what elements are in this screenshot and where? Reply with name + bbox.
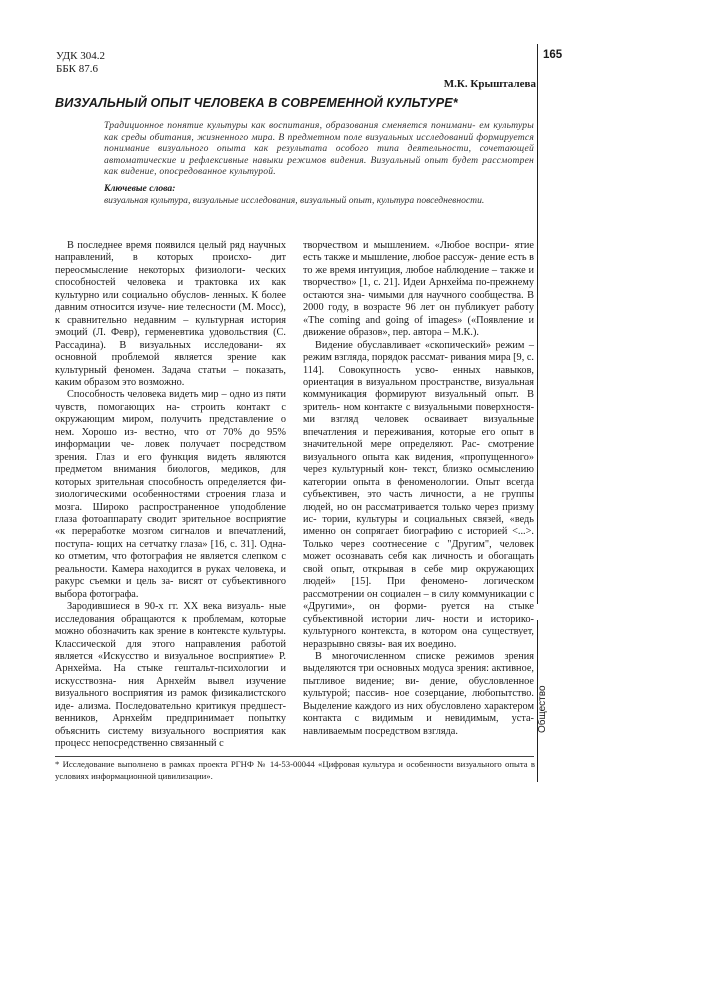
- body-column-left: [55, 240, 286, 751]
- section-label: Общество: [537, 685, 548, 733]
- bbk-code: ББК 87.6: [56, 63, 98, 75]
- udk-code: УДК 304.2: [56, 50, 106, 62]
- paragraph: Способность человека видеть мир – одно из пяти чувств, помогающих на- строить контакт с окружающим миром, получить представление о нем. Хорошо из- вестно, что от 70% до 95% информации че- ловек получает посредством зрения. Глаз и его функция видеть являются предметом внимания биологов, медиков, для которых зрительная способность определяется фи- зиологическими особенностями строения глаза и мозга. Широко распространенное уподобление глаза фотоаппарату сводит зрительное восприятие «к переработке мозгом сигналов и впечатлений, поступа- ющих на сетчатку глаза» [16, с. 31]. Одна- ко отметим, что фотография не является слепком с реальности. Камера находится в руках человека, и ракурс съемки и цель за- висят от субъективного выбора фотографа.: [55, 389, 286, 600]
- footnote-divider: [55, 756, 534, 757]
- classification-codes: [56, 50, 105, 76]
- page-number: 165: [543, 49, 563, 61]
- paragraph: Видение обуславливает «скопический» режим – режим взгляда, порядок рассмат- ривания мира [9, с. 114]. Совокупность усво- енных навыков, ориентация в визуальном пространстве, визуальная коммуникация формируют визуальный опыт. В зритель- ном контакте с визуальными поверхностя- ми взгляд человек осваивает визуальные впечатления и переживания, которые его опыт в значительной мере определяют. Рас- смотрение визуального опыта как видения, «пропущенного» через культурный кон- текст, близко осмыслению категории опыта в феноменологии. Опыт всегда субъективен, это часть личности, а не группы людей, но он рассматривается только через призму ис- тории, культуры и социальных связей, «ведь именно он сопрягает биографию с историей <...>. Только через соотнесение с "Другим", человек может осознавать себя как личность и обогащать свой опыт, открывая в себе мир окружающих людей» [15]. При феномено- логическом рассмотрении он социален – в силу коммуникации с «Другими», он форми- руется на стыке субъективной истории лич- ности и историко-культурного контекста, в котором она существует, неразрывно связы- вая их воедино.: [303, 339, 534, 650]
- body-column-right: [303, 240, 534, 738]
- footnote: * Исследование выполнено в рамках проекта РГНФ № 14-53-00044 «Цифровая культура и особенности визуального опыта в условиях информационной цивилизации».: [55, 759, 535, 781]
- keywords-text: визуальная культура, визуальные исследования, визуальный опыт, культура повседневности.: [104, 195, 485, 206]
- paragraph: В многочисленном списке режимов зрения выделяются три основных модуса зрения: активное, пытливое видение; ви- дение, обусловленное культурой; пассив- ное созерцание, любопытство. Выделение каждого из них обусловлено характером контакта с видимым и невидимым, уста- навливаемым посредством взгляда.: [303, 650, 534, 737]
- paragraph: Зародившиеся в 90-х гг. XX века визуаль- ные исследования обращаются к проблемам, которые можно обозначить как зрение в контексте культуры. Классической для этого направления работой является «Искусство и визуальное восприятие» Р. Арнхейма. На стыке гештальт-психологии и искусствозна- ния Арнхейм вывел изучение визуального восприятия из рамок физикалистского иде- ализма. Последовательно критикуя предшест- венников, Арнхейм предпринимает попытку объяснить систему визуального восприятия как процесс непосредственно связанный с: [55, 601, 286, 750]
- keywords-label: Ключевые слова:: [104, 183, 176, 194]
- paragraph: творчеством и мышлением. «Любое воспри- ятие есть также и мышление, любое рассуж- дение есть в то же время интуиция, любое наблюдение – также и творчество» [1, с. 21]. Идеи Арнхейма по-прежнему остаются зна- чимыми для научного сообщества. В 2000 году, в возрасте 96 лет он публикует работу «The coming and going of images» («Появление и движение образов», пер. автора – М.К.).: [303, 240, 534, 339]
- margin-rule: [537, 44, 538, 604]
- abstract: Традиционное понятие культуры как воспитания, образования сменяется понимани- ем культуры как среды обитания, жизненного мира. В предметном поле визуальных исследований формируется понимание визуального опыта как результата особого типа деятельности, сочетающей автоматические и рефлексивные навыки режимов видения. Визуальный опыт будет рассмотрен как видение, опосредованное культурой.: [104, 120, 534, 178]
- author-name: М.К. Крышталева: [443, 78, 536, 90]
- article-title: ВИЗУАЛЬНЫЙ ОПЫТ ЧЕЛОВЕКА В СОВРЕМЕННОЙ КУЛЬТУРЕ*: [55, 96, 458, 110]
- paragraph: В последнее время появился целый ряд научных направлений, в которых происхо- дит переосмысление некоторых физиологи- ческих способностей человека и трактовка их как культурно или социально обуслов- ленных. К более давним относится изуче- ние телесности (М. Мосс), к сравнительно недавним – культурная история эмоций (Л. Февр), герменевтика удовольствия (С. Рассадина). В визуальных исследовани- ях основной проблемой является зрение как культурный феномен. Задача статьи – показать, каким образом это возможно.: [55, 240, 286, 388]
